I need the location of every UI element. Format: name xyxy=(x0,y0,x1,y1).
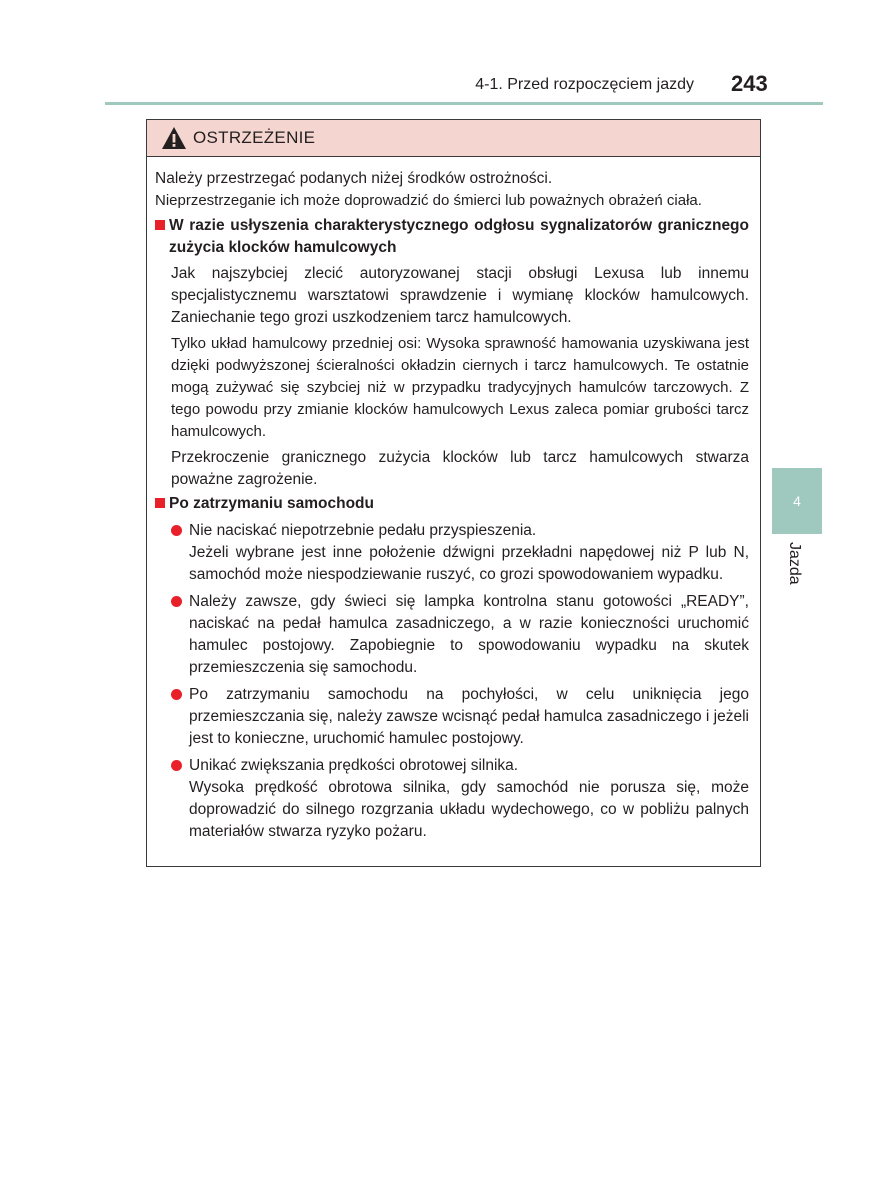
warning-box xyxy=(146,119,761,867)
page-number: 243 xyxy=(731,71,768,96)
intro-line: Nieprzestrzeganie ich może doprowadzić do śmierci lub poważnych obrażeń ciała. xyxy=(155,192,702,209)
intro-line: Należy przestrzegać podanych niżej środków ostrożności. xyxy=(155,170,553,187)
chapter-tab[interactable] xyxy=(772,468,822,534)
section-body xyxy=(155,263,749,491)
red-dot-marker xyxy=(171,596,182,607)
red-dot-marker xyxy=(171,760,182,771)
red-dot-marker xyxy=(171,525,182,536)
paragraph: Jak najszybciej zlecić autoryzowanej stacji obsługi Lexusa lub innemu specjalistycznemu warsztatowi sprawdzenie i wymianę klocków hamulcowych. Zaniechanie tego grozi uszkodzeniem tarcz hamulcowych. xyxy=(171,265,749,326)
bullet-text: Po zatrzymaniu samochodu na pochyłości, w celu uniknięcia jego przemieszczania się, należy zawsze wcisnąć pedał hamulca zasadniczego i jeżeli jest to konieczne, uruchomić hamulec postojowy. xyxy=(189,686,749,747)
bullet-item xyxy=(155,591,749,679)
warning-content xyxy=(155,168,749,843)
section-heading xyxy=(155,215,749,259)
red-dot-marker xyxy=(171,689,182,700)
red-square-marker xyxy=(155,220,165,230)
section-heading-text: W razie usłyszenia charakterystycznego odgłosu sygnalizatorów granicznego zużycia klocków hamulcowych xyxy=(169,217,749,256)
red-square-marker xyxy=(155,498,165,508)
section-heading xyxy=(155,493,749,515)
bullet-item xyxy=(155,684,749,750)
section-heading-text: Po zatrzymaniu samochodu xyxy=(169,495,374,512)
bullet-text: Unikać zwiększania prędkości obrotowej silnika. Wysoka prędkość obrotowa silnika, gdy samochód nie porusza się, może doprowadzić do silnego rozgrzania układu wydechowego, co w pobliżu palnych materiałów stwarza ryzyko pożaru. xyxy=(189,757,749,840)
header-rule xyxy=(105,102,823,105)
bullet-text: Nie naciskać niepotrzebnie pedału przyspieszenia. Jeżeli wybrane jest inne położenie dźwigni przekładni napędowej niż P lub N, samochód może niespodziewanie ruszyć, co grozi spowodowaniem wypadku. xyxy=(189,522,749,583)
section-title: 4-1. Przed rozpoczęciem jazdy xyxy=(475,76,694,93)
chapter-label: Jazda xyxy=(786,542,803,585)
chapter-number: 4 xyxy=(793,493,801,509)
paragraph: Tylko układ hamulcowy przedniej osi: Wysoka sprawność hamowania uzyskiwana jest dzięki podwyższonej ścieralności okładzin ciernych i tarcz hamulcowych. Te ostatnie mogą zużywać się szybciej niż w przypadku tradycyjnych hamulców tarczowych. Z tego powodu przy zmianie klocków hamulcowych Lexus zaleca pomiar grubości tarcz hamulcowych. xyxy=(171,335,749,440)
warning-triangle-icon xyxy=(161,126,187,150)
paragraph: Przekroczenie granicznego zużycia klocków lub tarcz hamulcowych stwarza poważne zagrożenie. xyxy=(171,449,749,488)
warning-label: OSTRZEŻENIE xyxy=(193,128,316,147)
bullet-item xyxy=(155,520,749,586)
bullet-item xyxy=(155,755,749,843)
bullet-text: Należy zawsze, gdy świeci się lampka kontrolna stanu gotowości „READY”, naciskać na pedał hamulca zasadniczego, a w razie konieczności uruchomić hamulec postojowy. Zapobiegnie to spowodowaniu wypadku na skutek przemieszczenia się samochodu. xyxy=(189,593,749,676)
warning-header xyxy=(147,120,760,157)
